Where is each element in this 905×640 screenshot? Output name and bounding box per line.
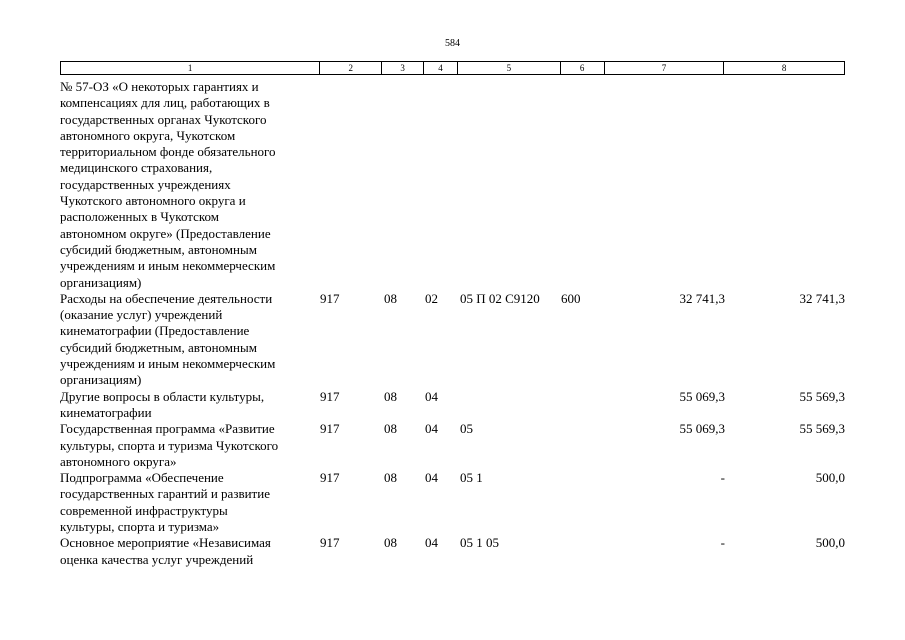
row-name-line: государственных органах Чукотского [60,111,267,127]
row-subsection-code: 04 [425,388,438,404]
row-admin-code: 917 [320,470,340,486]
header-col-7: 7 [605,62,725,74]
row-name-line: оценка качества услуг учреждений [60,551,254,567]
header-col-6: 6 [561,62,605,74]
row-name-line: медицинского страхования, [60,160,213,176]
row-name-cell [60,389,320,422]
row-name-line: Другие вопросы в области культуры, [60,388,265,404]
row-amount-col-8: 32 741,3 [799,290,845,306]
table-row [60,535,845,568]
row-amount-col-7 [605,79,725,291]
row-expense-type-code: 600 [561,290,581,306]
table-row [60,291,845,389]
row-name-line: культуры, спорта и туризма Чукотского [60,437,279,453]
row-admin-code: 917 [320,421,340,437]
row-name-line: субсидий бюджетным, автономным [60,241,257,257]
row-target-code: 05 П 02 С9120 [460,290,540,306]
row-name-line: компенсациях для лиц, работающих в [60,95,270,111]
table-header-row [60,61,845,75]
row-name-cell [60,470,320,535]
row-name-cell [60,291,320,389]
page-number: 584 [445,38,460,49]
row-name-line: культуры, спорта и туризма» [60,519,220,535]
table-row [60,389,845,422]
row-name-cell [60,421,320,470]
row-name-line: № 57-ОЗ «О некоторых гарантиях и [60,79,259,94]
row-amount-col-7: 55 069,3 [679,388,725,404]
row-name-line: автономного округа» [60,453,177,469]
row-name-line: автономном округе» (Предоставление [60,225,271,241]
row-amount-col-7: - [720,535,725,551]
row-name-line: Расходы на обеспечение деятельности [60,290,273,306]
row-amount-col-8: 55 569,3 [799,421,845,437]
row-subsection-code [424,79,458,291]
row-section-code: 08 [384,421,397,437]
row-name-line: учреждениям и иным некоммерческим [60,356,276,372]
row-amount-col-8: 500,0 [815,470,845,486]
row-subsection-code: 02 [425,290,438,306]
header-col-2: 2 [320,62,382,74]
row-name-line: организациям) [60,372,142,388]
table-row [60,79,845,291]
row-section-code: 08 [384,388,397,404]
row-admin-code [320,79,382,291]
row-name-cell [60,79,320,291]
row-amount-col-8: 55 569,3 [799,388,845,404]
header-col-4: 4 [424,62,458,74]
table-row [60,421,845,470]
row-subsection-code: 04 [425,535,438,551]
row-section-code [382,79,424,291]
row-admin-code: 917 [320,290,340,306]
row-name-cell [60,535,320,568]
row-admin-code: 917 [320,535,340,551]
row-name-line: организациям) [60,274,142,290]
row-expense-type-code [561,421,605,470]
row-amount-col-8 [725,79,845,291]
row-name-line: территориальном фонде обязательного [60,144,276,160]
row-target-code: 05 [460,421,473,437]
header-col-1: 1 [61,62,320,74]
row-expense-type-code [561,535,605,568]
row-expense-type-code [561,470,605,535]
row-name-line: современной инфраструктуры [60,502,228,518]
row-name-line: Чукотского автономного округа и [60,193,246,209]
row-name-line: Подпрограмма «Обеспечение [60,470,224,486]
row-target-code [458,79,561,291]
table-body [60,79,845,568]
row-amount-col-7: - [720,470,725,486]
row-name-line: государственных учреждениях [60,176,231,192]
row-section-code: 08 [384,535,397,551]
row-name-line: кинематографии (Предоставление [60,323,250,339]
header-col-8: 8 [781,63,787,73]
row-name-line: автономного округа, Чукотском [60,127,236,143]
row-subsection-code: 04 [425,421,438,437]
row-target-code [458,389,561,422]
row-expense-type-code [561,389,605,422]
row-name-line: Государственная программа «Развитие [60,421,275,437]
table-row [60,470,845,535]
row-name-line: субсидий бюджетным, автономным [60,339,257,355]
row-amount-col-8: 500,0 [815,535,845,551]
row-name-line: государственных гарантий и развитие [60,486,270,502]
row-section-code: 08 [384,290,397,306]
row-target-code: 05 1 [460,470,483,486]
row-name-line: кинематографии [60,404,152,420]
row-name-line: Основное мероприятие «Независимая [60,535,271,551]
row-expense-type-code [561,79,605,291]
row-target-code: 05 1 05 [460,535,499,551]
row-section-code: 08 [384,470,397,486]
row-amount-col-7: 55 069,3 [679,421,725,437]
row-name-line: расположенных в Чукотском [60,209,220,225]
row-admin-code: 917 [320,388,340,404]
header-col-5: 5 [458,62,561,74]
row-name-line: учреждениям и иным некоммерческим [60,258,276,274]
header-col-3: 3 [382,62,424,74]
row-subsection-code: 04 [425,470,438,486]
row-amount-col-7: 32 741,3 [679,290,725,306]
row-name-line: (оказание услуг) учреждений [60,307,223,323]
